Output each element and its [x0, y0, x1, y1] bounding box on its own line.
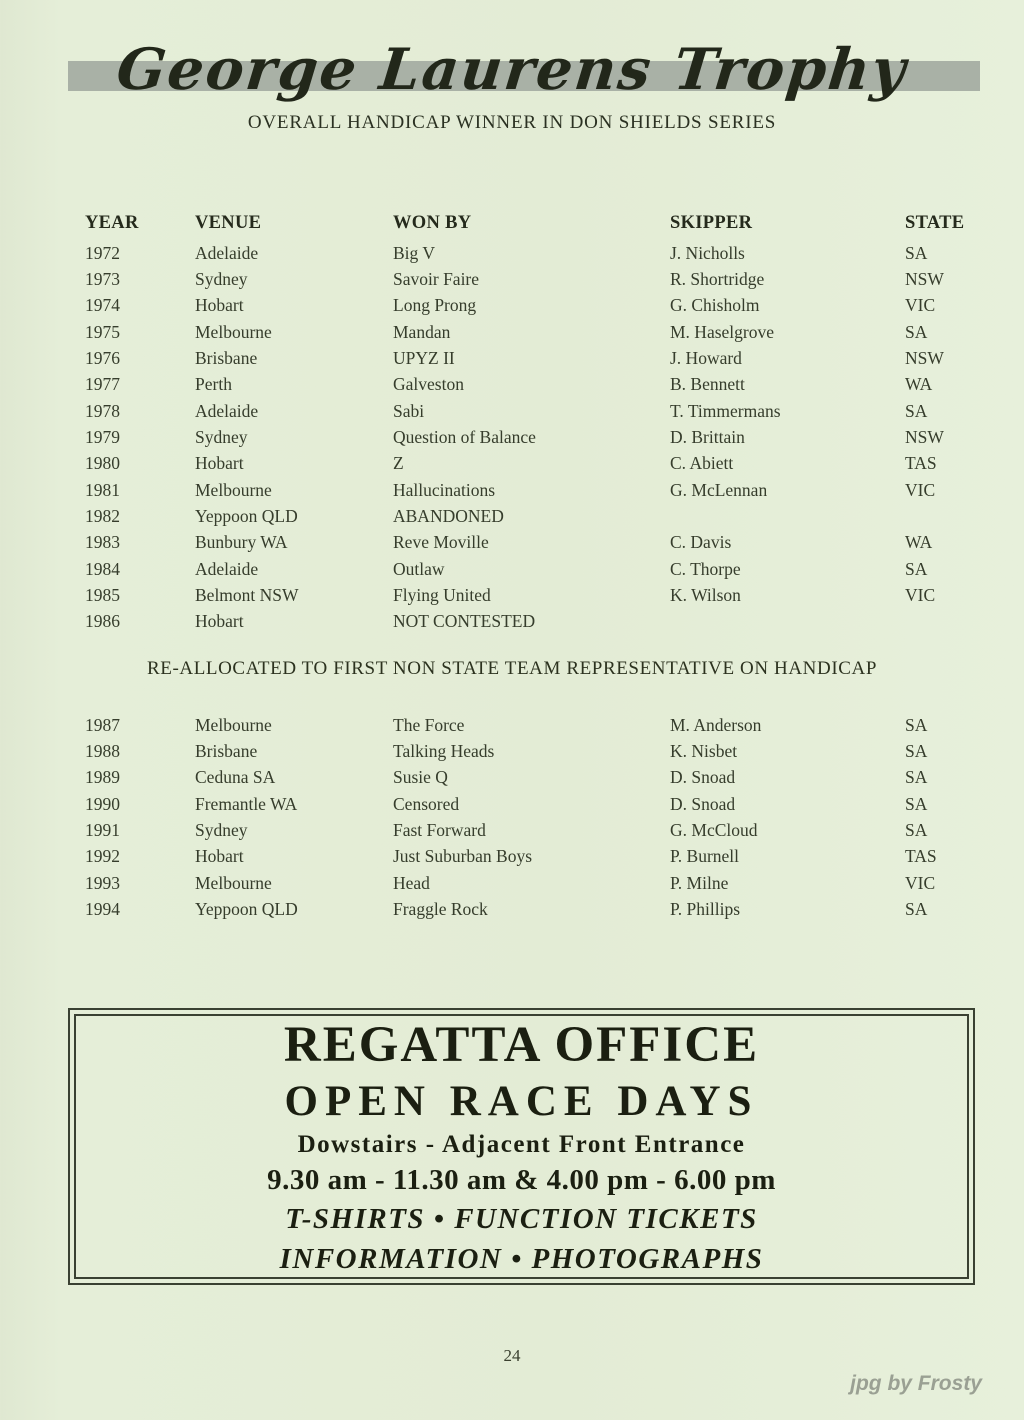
cell-year: 1977 — [85, 374, 120, 395]
cell-year: 1988 — [85, 741, 120, 762]
cell-venue: Melbourne — [195, 321, 272, 342]
cell-won-by: Question of Balance — [393, 427, 536, 448]
winners-table-header — [85, 213, 980, 234]
table-row — [85, 817, 980, 843]
cell-state: SA — [905, 558, 928, 579]
cell-won-by: Mandan — [393, 321, 451, 342]
cell-skipper: K. Wilson — [670, 585, 741, 606]
ad-title: REGATTA OFFICE — [283, 1016, 760, 1073]
table-row — [85, 240, 980, 266]
table-row — [85, 738, 980, 764]
cell-state: SA — [905, 741, 928, 762]
cell-state: NSW — [905, 269, 944, 290]
header-cell-year: YEAR — [85, 213, 139, 233]
cell-won-by: Sabi — [393, 400, 425, 421]
cell-skipper: M. Haselgrove — [670, 321, 775, 342]
cell-state: SA — [905, 321, 928, 342]
table-row — [85, 582, 980, 608]
table-row — [85, 556, 980, 582]
cell-skipper: K. Nisbet — [670, 741, 738, 762]
table-row — [85, 844, 980, 870]
ad-items-line1: T-SHIRTS • FUNCTION TICKETS — [285, 1202, 758, 1235]
table-row — [85, 293, 980, 319]
table-row — [85, 372, 980, 398]
cell-won-by: Head — [393, 872, 430, 893]
cell-state: WA — [905, 532, 933, 553]
table-row — [85, 345, 980, 371]
header-cell-won-by: WON BY — [393, 213, 472, 233]
cell-venue: Hobart — [195, 295, 244, 316]
cell-state: SA — [905, 714, 928, 735]
cell-skipper: M. Anderson — [670, 714, 762, 735]
cell-venue: Adelaide — [195, 242, 259, 263]
cell-year: 1982 — [85, 506, 120, 527]
page-number: 24 — [503, 1346, 521, 1365]
header-cell-venue: VENUE — [195, 213, 262, 233]
cell-state: VIC — [905, 479, 936, 500]
cell-year: 1981 — [85, 479, 120, 500]
cell-venue: Bunbury WA — [195, 532, 288, 553]
cell-venue: Ceduna SA — [195, 767, 276, 788]
cell-venue: Adelaide — [195, 400, 259, 421]
table-row — [85, 398, 980, 424]
cell-venue: Adelaide — [195, 558, 259, 579]
cell-venue: Yeppoon QLD — [195, 899, 298, 920]
cell-won-by: Reve Moville — [393, 532, 489, 553]
cell-won-by: Big V — [393, 242, 435, 263]
cell-skipper: G. McCloud — [670, 820, 758, 841]
cell-state: TAS — [905, 846, 937, 867]
cell-skipper: D. Brittain — [670, 427, 745, 448]
cell-venue: Hobart — [195, 453, 244, 474]
reallocation-note: RE-ALLOCATED TO FIRST NON STATE TEAM REPRESENTATIVE ON HANDICAP — [146, 658, 878, 679]
cell-won-by: Savoir Faire — [393, 269, 480, 290]
cell-venue: Perth — [195, 374, 232, 395]
cell-year: 1978 — [85, 400, 120, 421]
ad-items-line2: INFORMATION • PHOTOGRAPHS — [279, 1242, 764, 1275]
cell-year: 1993 — [85, 872, 120, 893]
cell-venue: Yeppoon QLD — [195, 506, 298, 527]
cell-won-by: Talking Heads — [393, 741, 495, 762]
cell-won-by: Galveston — [393, 374, 464, 395]
cell-skipper: P. Milne — [670, 872, 729, 893]
table-row — [85, 896, 980, 922]
cell-skipper: J. Nicholls — [670, 242, 745, 263]
cell-skipper: P. Phillips — [670, 899, 741, 920]
cell-skipper: R. Shortridge — [670, 269, 765, 290]
cell-won-by: Fast Forward — [393, 820, 486, 841]
cell-won-by: NOT CONTESTED — [393, 611, 536, 632]
cell-state: SA — [905, 820, 928, 841]
cell-skipper: T. Timmermans — [670, 400, 781, 421]
cell-year: 1974 — [85, 295, 120, 316]
cell-state: SA — [905, 899, 928, 920]
cell-state: VIC — [905, 872, 936, 893]
ad-hours: 9.30 am - 11.30 am & 4.00 pm - 6.00 pm — [267, 1163, 776, 1196]
table-row — [85, 791, 980, 817]
cell-venue: Brisbane — [195, 741, 258, 762]
table-row — [85, 503, 980, 529]
cell-won-by: Long Prong — [393, 295, 477, 316]
cell-venue: Sydney — [195, 427, 248, 448]
table-row — [85, 765, 980, 791]
cell-year: 1994 — [85, 899, 120, 920]
cell-state: SA — [905, 793, 928, 814]
cell-skipper: G. Chisholm — [670, 295, 760, 316]
cell-venue: Hobart — [195, 846, 244, 867]
regatta-office-ad-inner-border — [74, 1014, 969, 1279]
table-row — [85, 451, 980, 477]
cell-won-by: Fraggle Rock — [393, 899, 488, 920]
cell-state: SA — [905, 400, 928, 421]
cell-venue: Melbourne — [195, 714, 272, 735]
cell-won-by: Just Suburban Boys — [393, 846, 533, 867]
cell-venue: Hobart — [195, 611, 244, 632]
table-row — [85, 266, 980, 292]
cell-state: VIC — [905, 585, 936, 606]
cell-year: 1987 — [85, 714, 120, 735]
cell-won-by: Outlaw — [393, 558, 445, 579]
regatta-office-ad — [68, 1008, 975, 1285]
cell-state: WA — [905, 374, 933, 395]
page-title: George Laurens Trophy — [113, 36, 911, 103]
cell-venue: Sydney — [195, 269, 248, 290]
cell-year: 1984 — [85, 558, 120, 579]
cell-year: 1979 — [85, 427, 120, 448]
table-row — [85, 319, 980, 345]
table-row — [85, 870, 980, 896]
cell-year: 1991 — [85, 820, 120, 841]
cell-won-by: Censored — [393, 793, 460, 814]
cell-skipper: G. McLennan — [670, 479, 768, 500]
cell-venue: Melbourne — [195, 872, 272, 893]
cell-year: 1980 — [85, 453, 120, 474]
cell-year: 1983 — [85, 532, 120, 553]
cell-skipper: C. Thorpe — [670, 558, 741, 579]
winners-table-1972-1986 — [85, 240, 980, 635]
cell-year: 1986 — [85, 611, 120, 632]
cell-venue: Melbourne — [195, 479, 272, 500]
cell-won-by: The Force — [393, 714, 465, 735]
cell-skipper: C. Abiett — [670, 453, 734, 474]
cell-skipper: D. Snoad — [670, 793, 736, 814]
cell-year: 1975 — [85, 321, 120, 342]
cell-venue: Sydney — [195, 820, 248, 841]
page-subtitle: OVERALL HANDICAP WINNER IN DON SHIELDS SERIES — [247, 112, 777, 133]
cell-skipper: J. Howard — [670, 348, 742, 369]
cell-skipper: P. Burnell — [670, 846, 740, 867]
cell-won-by: ABANDONED — [393, 506, 504, 527]
table-row — [85, 530, 980, 556]
cell-state: SA — [905, 767, 928, 788]
cell-won-by: Susie Q — [393, 767, 448, 788]
cell-won-by: Z — [393, 453, 404, 474]
cell-year: 1990 — [85, 793, 120, 814]
cell-year: 1989 — [85, 767, 120, 788]
cell-year: 1973 — [85, 269, 120, 290]
cell-year: 1976 — [85, 348, 120, 369]
cell-skipper: B. Bennett — [670, 374, 745, 395]
cell-skipper: C. Davis — [670, 532, 732, 553]
table-row — [85, 477, 980, 503]
cell-won-by: UPYZ II — [393, 348, 455, 369]
cell-state: SA — [905, 242, 928, 263]
cell-year: 1985 — [85, 585, 120, 606]
cell-skipper: D. Snoad — [670, 767, 736, 788]
ad-location: Dowstairs - Adjacent Front Entrance — [297, 1130, 746, 1158]
watermark: jpg by Frosty — [850, 1372, 982, 1395]
table-row — [85, 712, 980, 738]
cell-state: NSW — [905, 348, 944, 369]
table-row — [85, 609, 980, 635]
ad-subtitle: OPEN RACE DAYS — [284, 1077, 759, 1125]
table-row — [85, 424, 980, 450]
cell-state: TAS — [905, 453, 937, 474]
cell-won-by: Flying United — [393, 585, 491, 606]
cell-won-by: Hallucinations — [393, 479, 496, 500]
cell-venue: Brisbane — [195, 348, 258, 369]
header-cell-skipper: SKIPPER — [670, 213, 753, 233]
header-cell-state: STATE — [905, 213, 965, 233]
cell-state: NSW — [905, 427, 944, 448]
cell-venue: Belmont NSW — [195, 585, 299, 606]
cell-year: 1992 — [85, 846, 120, 867]
cell-venue: Fremantle WA — [195, 793, 298, 814]
winners-table-1987-1994 — [85, 712, 980, 923]
cell-year: 1972 — [85, 242, 120, 263]
cell-state: VIC — [905, 295, 936, 316]
